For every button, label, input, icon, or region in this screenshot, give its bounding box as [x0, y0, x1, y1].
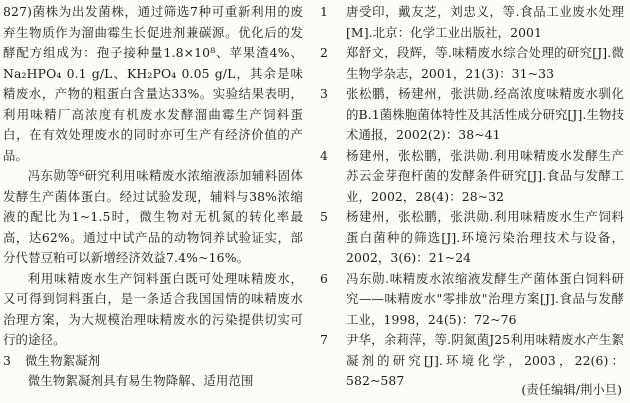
- reference-item: [318, 146, 624, 208]
- reference-number: 5: [320, 209, 328, 224]
- reference-text: 唐受印，戴友芝，刘忠义，等.食品工业废水处理[M].北京：化学工业出版社，2001: [346, 4, 624, 40]
- reference-text: 尹华，余莉萍，等.阴氮菌J25利用味精废水产生絮凝剂的研究[J].环境化学，2003，22(6)：582~587: [346, 332, 624, 388]
- body-paragraph: 利用味精废水生产饲料蛋白既可处理味精废水，又可得到饲料蛋白，是一条适合我国国情的味精废水治理方案，为大规模治理味精废水的污染提供切实可行的途径。: [3, 270, 303, 347]
- reference-list: [318, 2, 624, 392]
- reference-number: 4: [320, 147, 328, 163]
- left-column: [3, 2, 303, 392]
- reference-text: 张松鹏，杨建州，张洪勋.经高浓度味精废水驯化的B.1菌株胞菌体特性及其活性成分研究[J].生物技术通报，2002(2)：38~41: [346, 86, 624, 142]
- reference-text: 杨建州，张松鹏，张洪勋.利用味精废水生产饲料蛋白菌种的筛选[J].环境污染治理技术与设备，2002，3(6)：21~24: [346, 209, 624, 265]
- body-paragraph: 冯东勋等⁶研究利用味精废水浓缩液添加辅料固体发酵生产菌体蛋白。经过试验发现，辅料与38%浓缩液的配比为1~1.5时，微生物对无机氮的转化率最高，达62%。通过中试产品的动物饲养试验证实，部分代替豆粕可以新增经济效益7.4%~16%。: [3, 168, 303, 265]
- reference-text: 郑舒文，段辉，等.味精废水综合处理的研究[J].微生物学杂志，2001，21(3)：31~33: [346, 45, 624, 81]
- reference-item: [318, 43, 624, 84]
- body-paragraph: 827)菌株为出发菌株，通过筛选7种可重新利用的废弃生物质作为溜曲霉生长促进剂兼碳源。优化后的发酵配方组成为：孢子接种量1.8×10⁸、苹果渣4%、Na₂HPO₄ 0.1 g/L、KH₂PO₄ 0.05 g/L，其余是味精废水，产物的粗蛋白含量达33%。实验结果表明，利用味精厂高浓度有机废水发酵溜曲霉生产饲料蛋白，在有效处理废水的同时亦可生产有经济价值的产品。: [3, 4, 303, 163]
- editor-note: (责任编辑/荆小旦): [521, 382, 622, 397]
- reference-item: [318, 84, 624, 146]
- section-number: 3: [3, 352, 12, 368]
- reference-text: 冯东勋.味精废水浓缩液发酵生产菌体蛋白饲料研究——味精废水"零排放"治理方案[J].食品与发酵工业，1998，24(5)：72~76: [346, 270, 624, 327]
- reference-number: 3: [320, 86, 328, 101]
- reference-number: 1: [320, 4, 328, 19]
- reference-number: 7: [320, 332, 328, 347]
- reference-text: 杨建州，张松鹏，张洪勋.利用味精废水发酵生产苏云金芽孢杆菌的发酵条件研究[J].食品与发酵工业，2002，28(4)：28~32: [346, 147, 624, 204]
- reference-number: 2: [320, 45, 328, 60]
- body-paragraph: 微生物絮凝剂具有易生物降解、适用范围: [27, 373, 254, 388]
- section-title: 微生物絮凝剂: [25, 352, 101, 368]
- reference-item: [318, 269, 624, 331]
- reference-number: 6: [320, 270, 328, 286]
- reference-item: [318, 2, 624, 43]
- reference-item: [318, 207, 624, 269]
- section-heading: [3, 351, 303, 372]
